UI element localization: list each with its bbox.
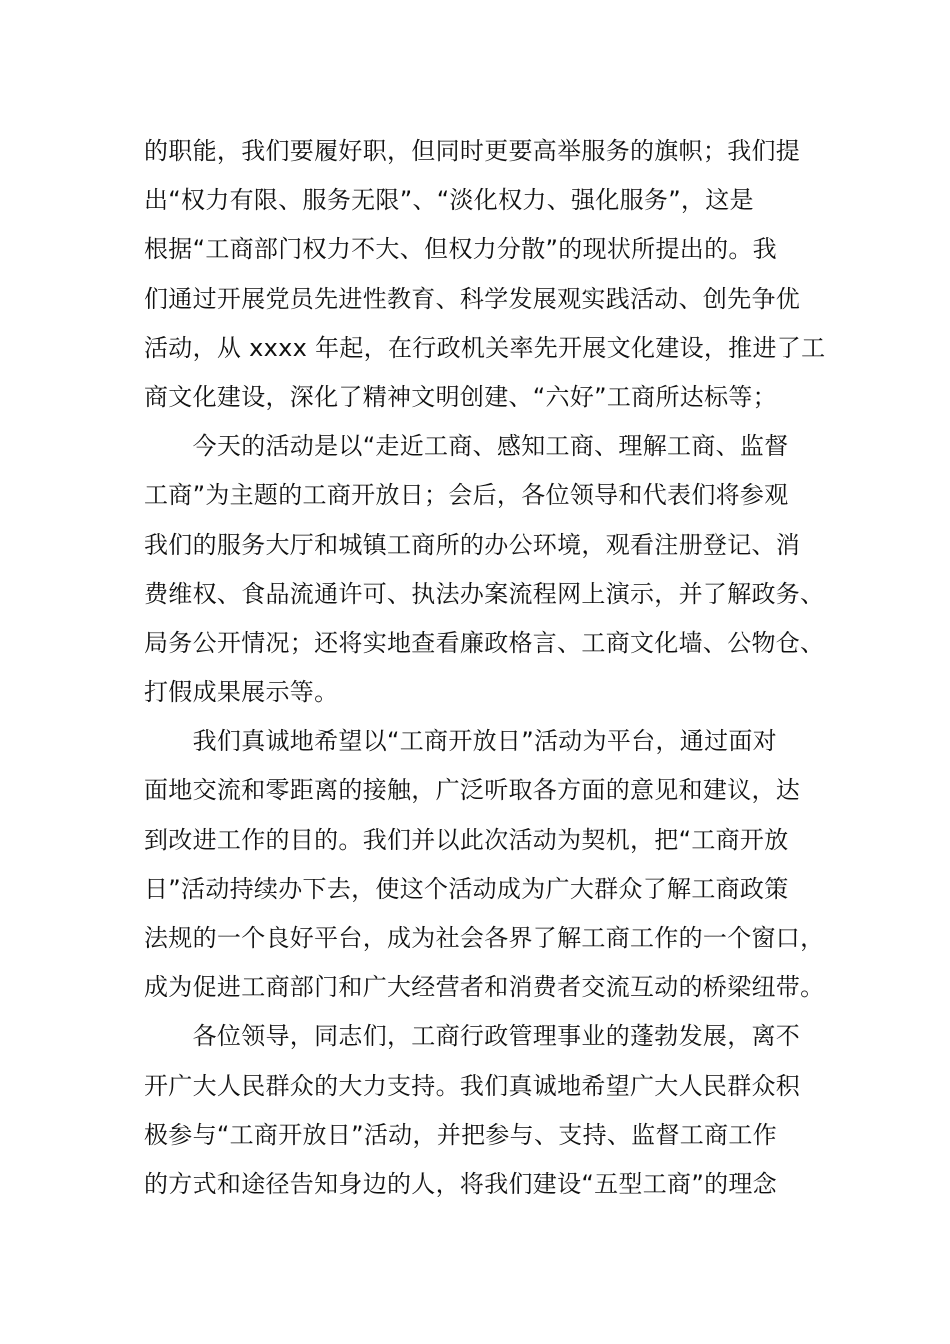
- text-line: 的方式和途径告知身边的人，将我们建设“五型工商”的理念: [144, 1169, 777, 1198]
- text-line: 我们的服务大厅和城镇工商所的办公环境，观看注册登记、消: [144, 530, 801, 559]
- text-line: 法规的一个良好平台，成为社会各界了解工商工作的一个窗口，: [144, 924, 825, 952]
- text-line: 局务公开情况；还将实地查看廉政格言、工商文化墙、公物仓、: [144, 628, 825, 657]
- text-line: 们通过开展党员先进性教育、科学发展观实践活动、创先争优: [144, 284, 801, 313]
- text-line: 我们真诚地希望以“工商开放日”活动为平台，通过面对: [144, 727, 777, 756]
- text-line: 日”活动持续办下去，使这个活动成为广大群众了解工商政策: [144, 874, 789, 903]
- text-line: 活动，从 xxxx 年起，在行政机关率先开展文化建设，推进了工: [144, 333, 826, 362]
- text-line: 工商”为主题的工商开放日；会后，各位领导和代表们将参观: [144, 481, 789, 510]
- text-line: 出“权力有限、服务无限”、“淡化权力、强化服务”，这是: [144, 186, 754, 215]
- text-line: 打假成果展示等。: [144, 678, 339, 707]
- text-line: 极参与“工商开放日”活动，并把参与、支持、监督工商工作: [144, 1120, 777, 1149]
- text-line: 成为促进工商部门和广大经营者和消费者交流互动的桥梁纽带。: [144, 973, 825, 1002]
- text-line: 费维权、食品流通许可、执法办案流程网上演示，并了解政务、: [144, 579, 825, 608]
- text-line: 到改进工作的目的。我们并以此次活动为契机，把“工商开放: [144, 825, 789, 854]
- text-line: 商文化建设，深化了精神文明创建、“六好”工商所达标等；: [144, 382, 777, 411]
- text-line: 开广大人民群众的大力支持。我们真诚地希望广大人民群众积: [144, 1071, 801, 1100]
- text-line: 面地交流和零距离的接触，广泛听取各方面的意见和建议，达: [144, 776, 801, 805]
- text-line: 的职能，我们要履好职，但同时更要高举服务的旗帜；我们提: [144, 137, 801, 165]
- text-line: 今天的活动是以“走近工商、感知工商、理解工商、监督: [144, 432, 789, 461]
- text-line: 根据“工商部门权力不大、但权力分散”的现状所提出的。我: [144, 235, 777, 264]
- body-text: [144, 127, 824, 1209]
- text-line: 各位领导，同志们，工商行政管理事业的蓬勃发展，离不: [144, 1022, 801, 1051]
